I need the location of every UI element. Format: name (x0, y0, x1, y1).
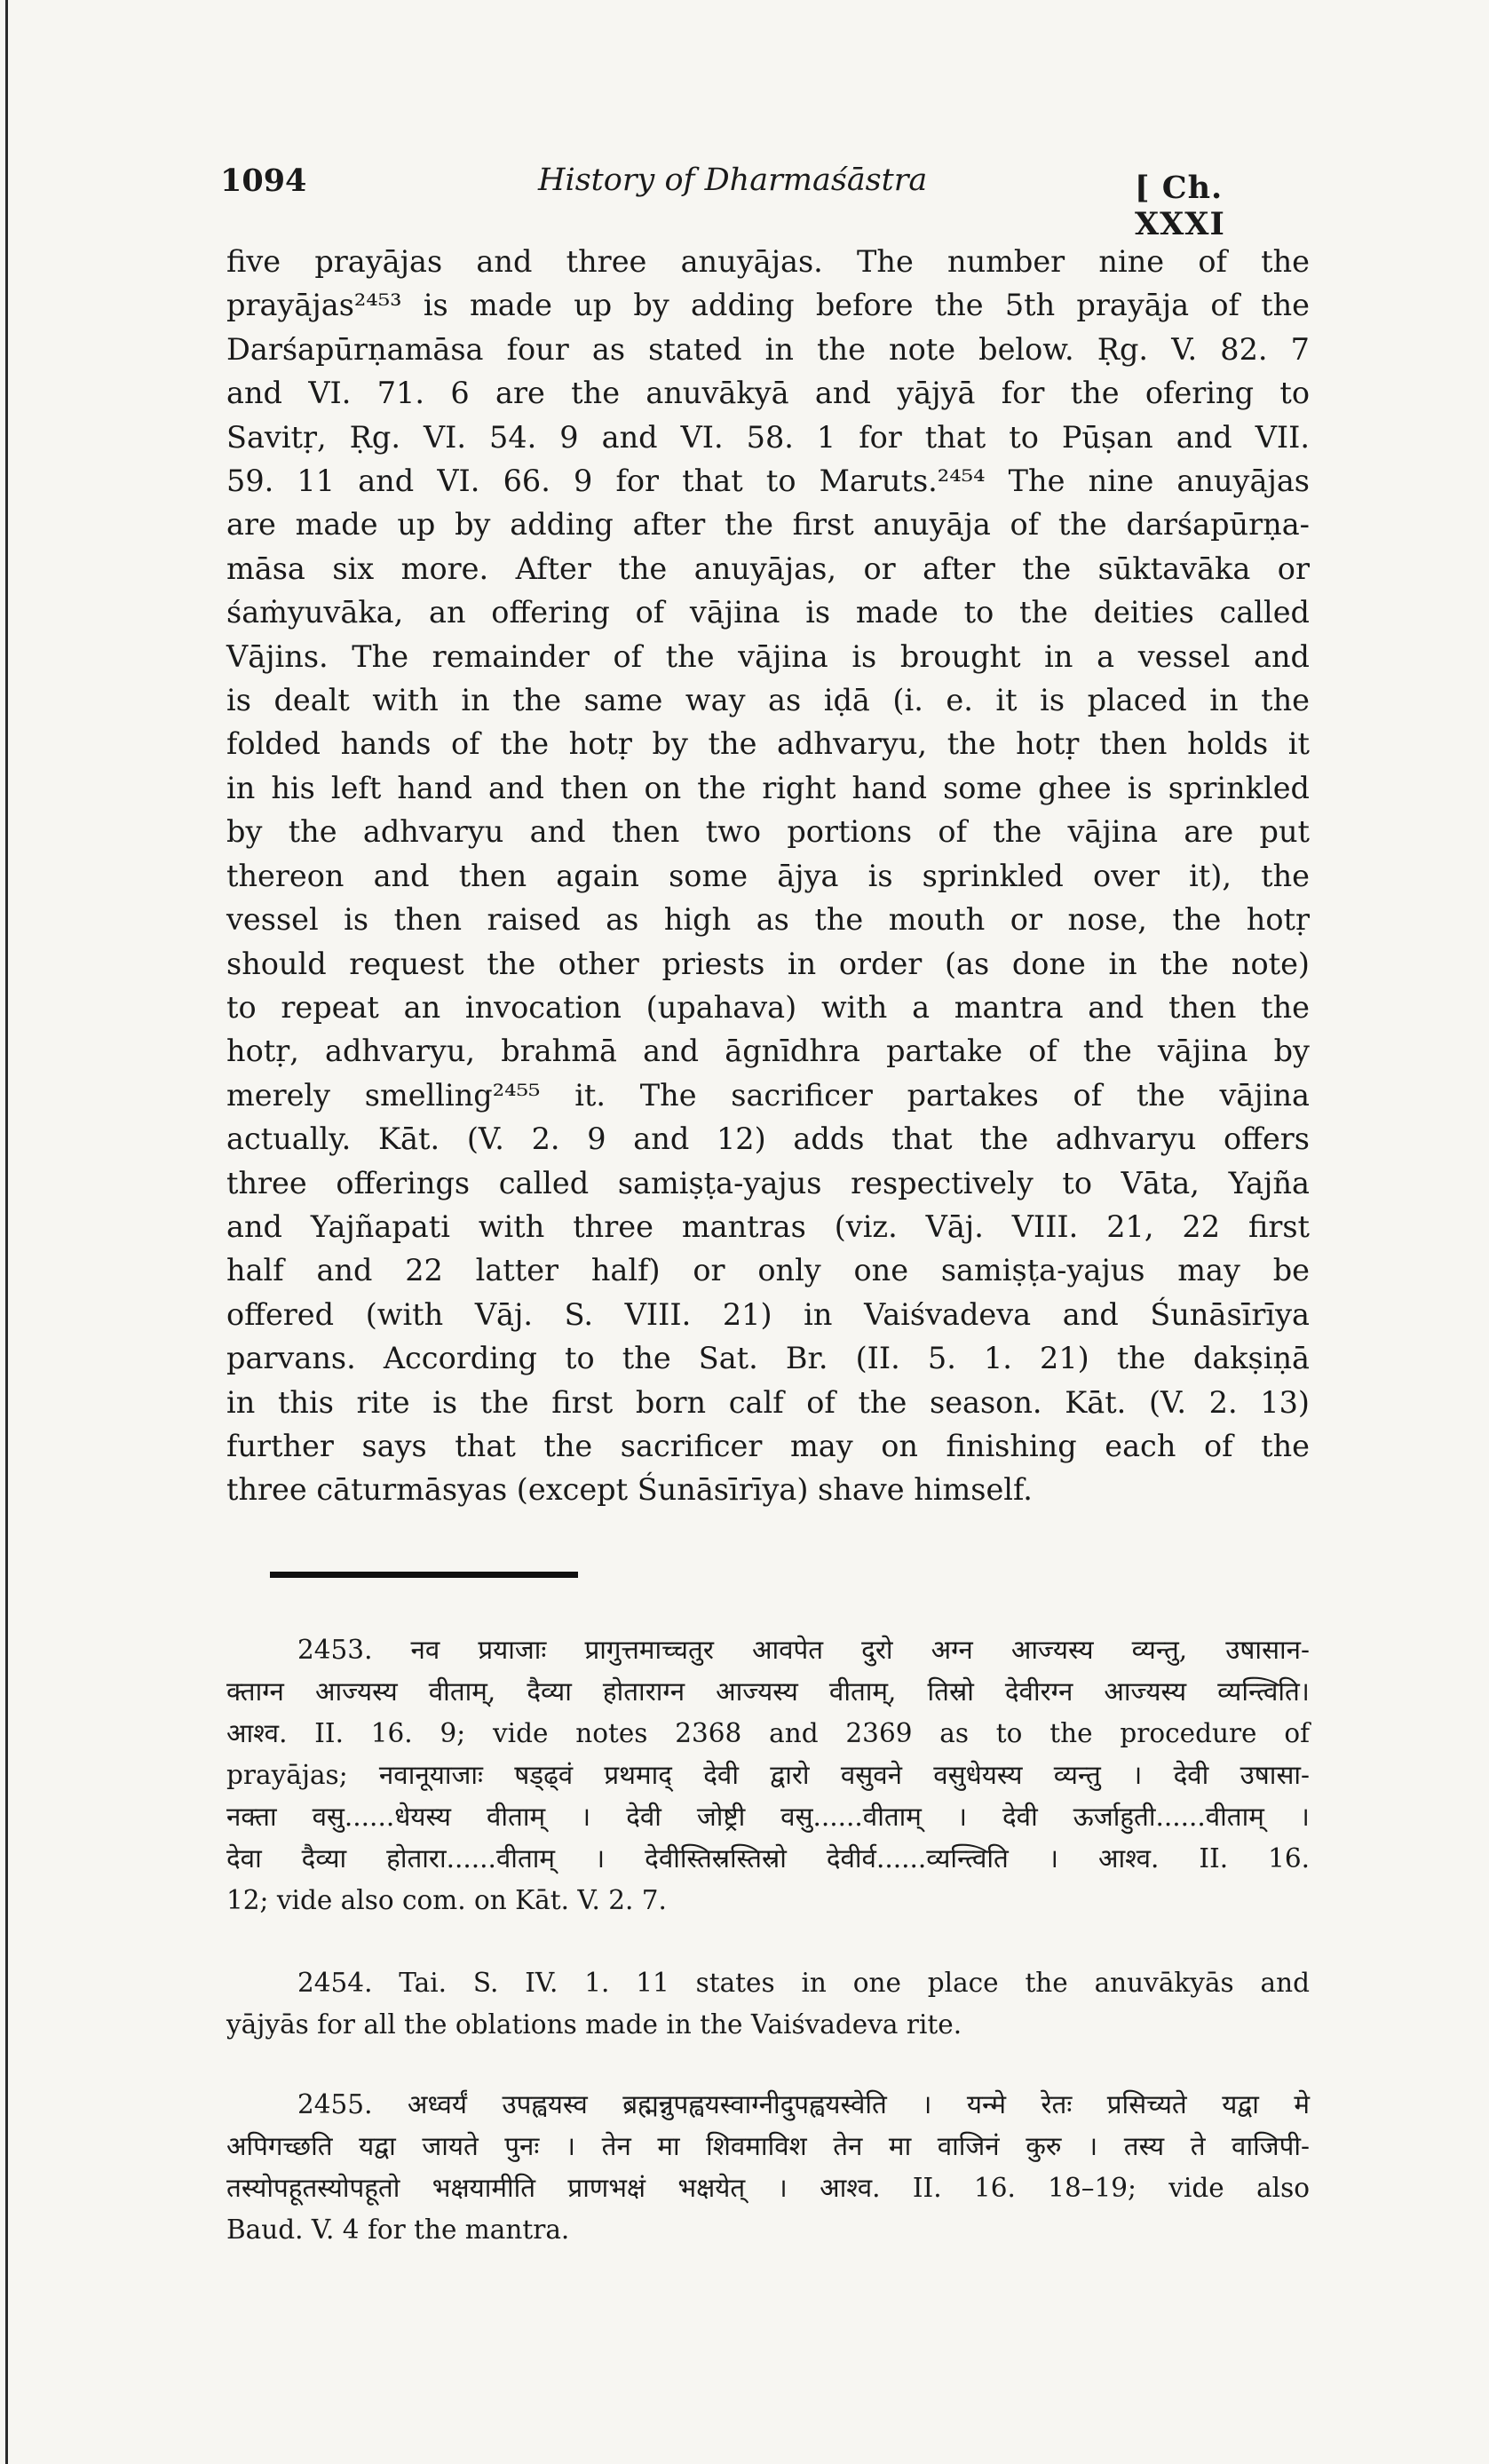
body-line: hotṛ, adhvaryu, brahmā and āgnīdhra partake of the vājina by (226, 1034, 1310, 1069)
page-edge-rule (5, 0, 8, 2464)
body-line: actually. Kāt. (V. 2. 9 and 12) adds that the adhvaryu offers (226, 1121, 1310, 1157)
body-line: Savitṛ, Ṛg. VI. 54. 9 and VI. 58. 1 for that to Pūṣan and VII. (226, 419, 1310, 455)
body-line: offered (with Vāj. S. VIII. 21) in Vaiśvadeva and Śunāsīrīya (226, 1296, 1310, 1332)
body-line: three cāturmāsyas (except Śunāsīrīya) shave himself. (226, 1472, 1033, 1508)
footnote-line: 2454. Tai. S. IV. 1. 11 states in one place the anuvākyās and (297, 1968, 1310, 1998)
footnote-line: तस्योपहूतस्योपहूतो भक्षयामीति प्राणभक्षं भक्षयेत् । आश्व. II. 16. 18–19; vide also (226, 2173, 1310, 2203)
body-line: prayājas²⁴⁵³ is made up by adding before the 5th prayāja of the (226, 288, 1310, 323)
body-line: in this rite is the first born calf of the season. Kāt. (V. 2. 13) (226, 1384, 1310, 1420)
body-line: 59. 11 and VI. 66. 9 for that to Maruts.²⁴⁵⁴ The nine anuyājas (226, 463, 1310, 499)
body-line: three offerings called samiṣṭa-yajus respectively to Vāta, Yajña (226, 1165, 1310, 1200)
footnote-line: अपिगच्छति यद्वा जायते पुनः । तेन मा शिवमाविश तेन मा वाजिनं कुरु । तस्य ते वाजिपी- (226, 2131, 1310, 2161)
footnote-line: आश्व. II. 16. 9; vide notes 2368 and 2369 as to the procedure of (226, 1718, 1310, 1748)
footnote-line: yājyās for all the oblations made in the Vaiśvadeva rite. (226, 2009, 962, 2040)
body-line: and Yajñapati with three mantras (viz. Vāj. VIII. 21, 22 first (226, 1208, 1310, 1244)
body-line: Darśapūrṇamāsa four as stated in the note below. Ṛg. V. 82. 7 (226, 331, 1310, 367)
body-line: are made up by adding after the first anuyāja of the darśapūrṇa- (226, 507, 1310, 543)
body-line: further says that the sacrificer may on finishing each of the (226, 1428, 1310, 1463)
body-line: and VI. 71. 6 are the anuvākyā and yājyā for the ofering to (226, 376, 1310, 411)
footnote-line: 12; vide also com. on Kāt. V. 2. 7. (226, 1885, 667, 1915)
footnote-line: क्ताग्न आज्यस्य वीताम्, दैव्या होताराग्न आज्यस्य वीताम्, तिस्रो देवीरग्न आज्यस्य व्यन्त्विति। (226, 1676, 1310, 1707)
body-line: half and 22 latter half) or only one samiṣṭa-yajus may be (226, 1253, 1310, 1288)
body-line: by the adhvaryu and then two portions of the vājina are put (226, 814, 1310, 850)
footnote-line: Baud. V. 4 for the mantra. (226, 2214, 570, 2245)
footnote-separator (270, 1572, 578, 1578)
body-line: folded hands of the hotṛ by the adhvaryu, the hotṛ then holds it (226, 726, 1310, 762)
page-number: 1094 (220, 162, 307, 199)
body-line: is dealt with in the same way as iḍā (i. e. it is placed in the (226, 683, 1310, 718)
body-line: in his left hand and then on the right hand some ghee is sprinkled (226, 770, 1310, 805)
body-line: should request the other priests in order (as done in the note) (226, 946, 1310, 981)
body-line: merely smelling²⁴⁵⁵ it. The sacrificer partakes of the vājina (226, 1077, 1310, 1113)
body-line: Vājins. The remainder of the vājina is brought in a vessel and (226, 638, 1310, 674)
body-line: five prayājas and three anuyājas. The number nine of the (226, 244, 1310, 279)
running-title: History of Dharmaśāstra (538, 162, 928, 198)
footnote-line: 2455. अध्वर्यं उपह्वयस्व ब्रह्मन्नुपह्वयस्वाग्नीदुपह्वयस्वेति । यन्मे रेतः प्रसिच्यते यद्वा मे (297, 2089, 1310, 2119)
chapter-label: [ Ch. XXXI (1135, 170, 1225, 242)
body-line: thereon and then again some ājya is sprinkled over it), the (226, 858, 1310, 893)
footnote-line: 2453. नव प्रयाजाः प्रागुत्तमाच्चतुर आवपेत दुरो अग्न आज्यस्य व्यन्तु, उषासान- (297, 1635, 1310, 1665)
footnote-line: नक्ता वसु......धेयस्य वीताम् । देवी जोष्ट्री वसु......वीताम् । देवी ऊर्जाहुती......वीताम् । (226, 1802, 1310, 1832)
main-text (226, 240, 1310, 1512)
footnote-2453 (226, 1629, 1310, 1921)
page-header (220, 162, 1321, 242)
footnote-line: देवा दैव्या होतारा......वीताम् । देवीस्तिस्रस्तिस्रो देवीर्व......व्यन्त्विति । आश्व. II. 16. (226, 1843, 1310, 1874)
body-line: to repeat an invocation (upahava) with a mantra and then the (226, 989, 1310, 1025)
body-line: māsa six more. After the anuyājas, or after the sūktavāka or (226, 551, 1310, 586)
body-line: śaṁyuvāka, an offering of vājina is made to the deities called (226, 595, 1310, 630)
body-line: vessel is then raised as high as the mouth or nose, the hotṛ (226, 902, 1310, 938)
body-line: parvans. According to the Sat. Br. (II. 5. 1. 21) the dakṣiṇā (226, 1341, 1310, 1376)
footnote-line: prayājas; नवानूयाजाः षड्ढ्वं प्रथमाद् देवी द्वारो वसुवने वसुधेयस्य व्यन्तु । देवी उषासा- (226, 1760, 1310, 1790)
footnote-2455 (226, 2084, 1310, 2251)
footnote-2454 (226, 1962, 1310, 2046)
